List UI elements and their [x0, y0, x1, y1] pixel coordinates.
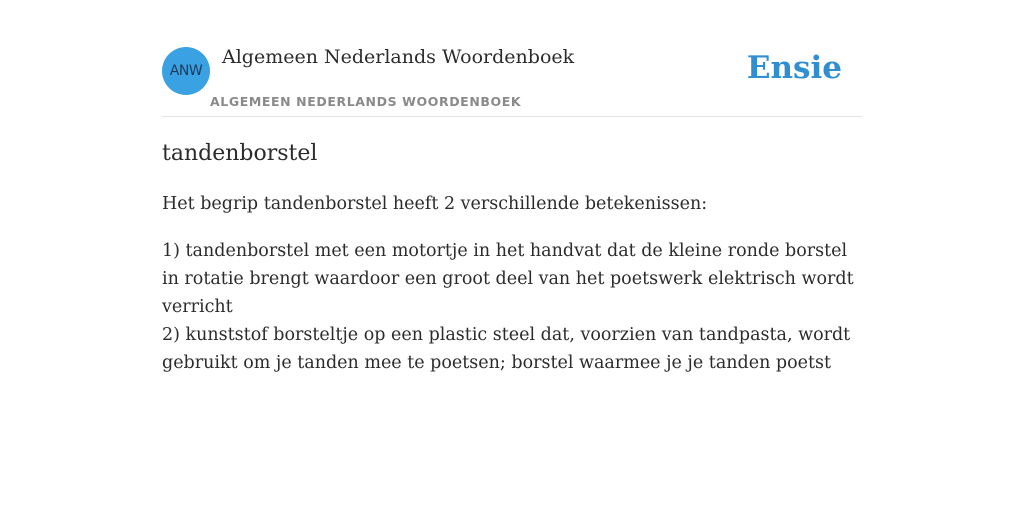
source-subtitle: ALGEMEEN NEDERLANDS WOORDENBOEK — [210, 94, 522, 109]
definition-list — [162, 237, 862, 377]
source-title[interactable]: Algemeen Nederlands Woordenboek — [222, 46, 575, 68]
definition-item: 2) kunststof borsteltje op een plastic steel dat, voorzien van tandpasta, wordt gebruikt om je tanden mee te poetsen; borstel waarmee je je tanden poetst — [162, 325, 851, 373]
definition-item: 1) tandenborstel met een motortje in het handvat dat de kleine ronde borstel in rotatie brengt waardoor een groot deel van het poetswerk elektrisch wordt verricht — [162, 241, 854, 317]
entry-intro: Het begrip tandenborstel heeft 2 verschillende betekenissen: — [162, 194, 708, 214]
source-header — [162, 40, 862, 117]
anw-logo[interactable]: ANW — [162, 47, 210, 95]
entry-word: tandenborstel — [162, 141, 318, 166]
entry-content — [162, 138, 862, 377]
ensie-brand-link[interactable]: Ensie — [746, 50, 842, 86]
